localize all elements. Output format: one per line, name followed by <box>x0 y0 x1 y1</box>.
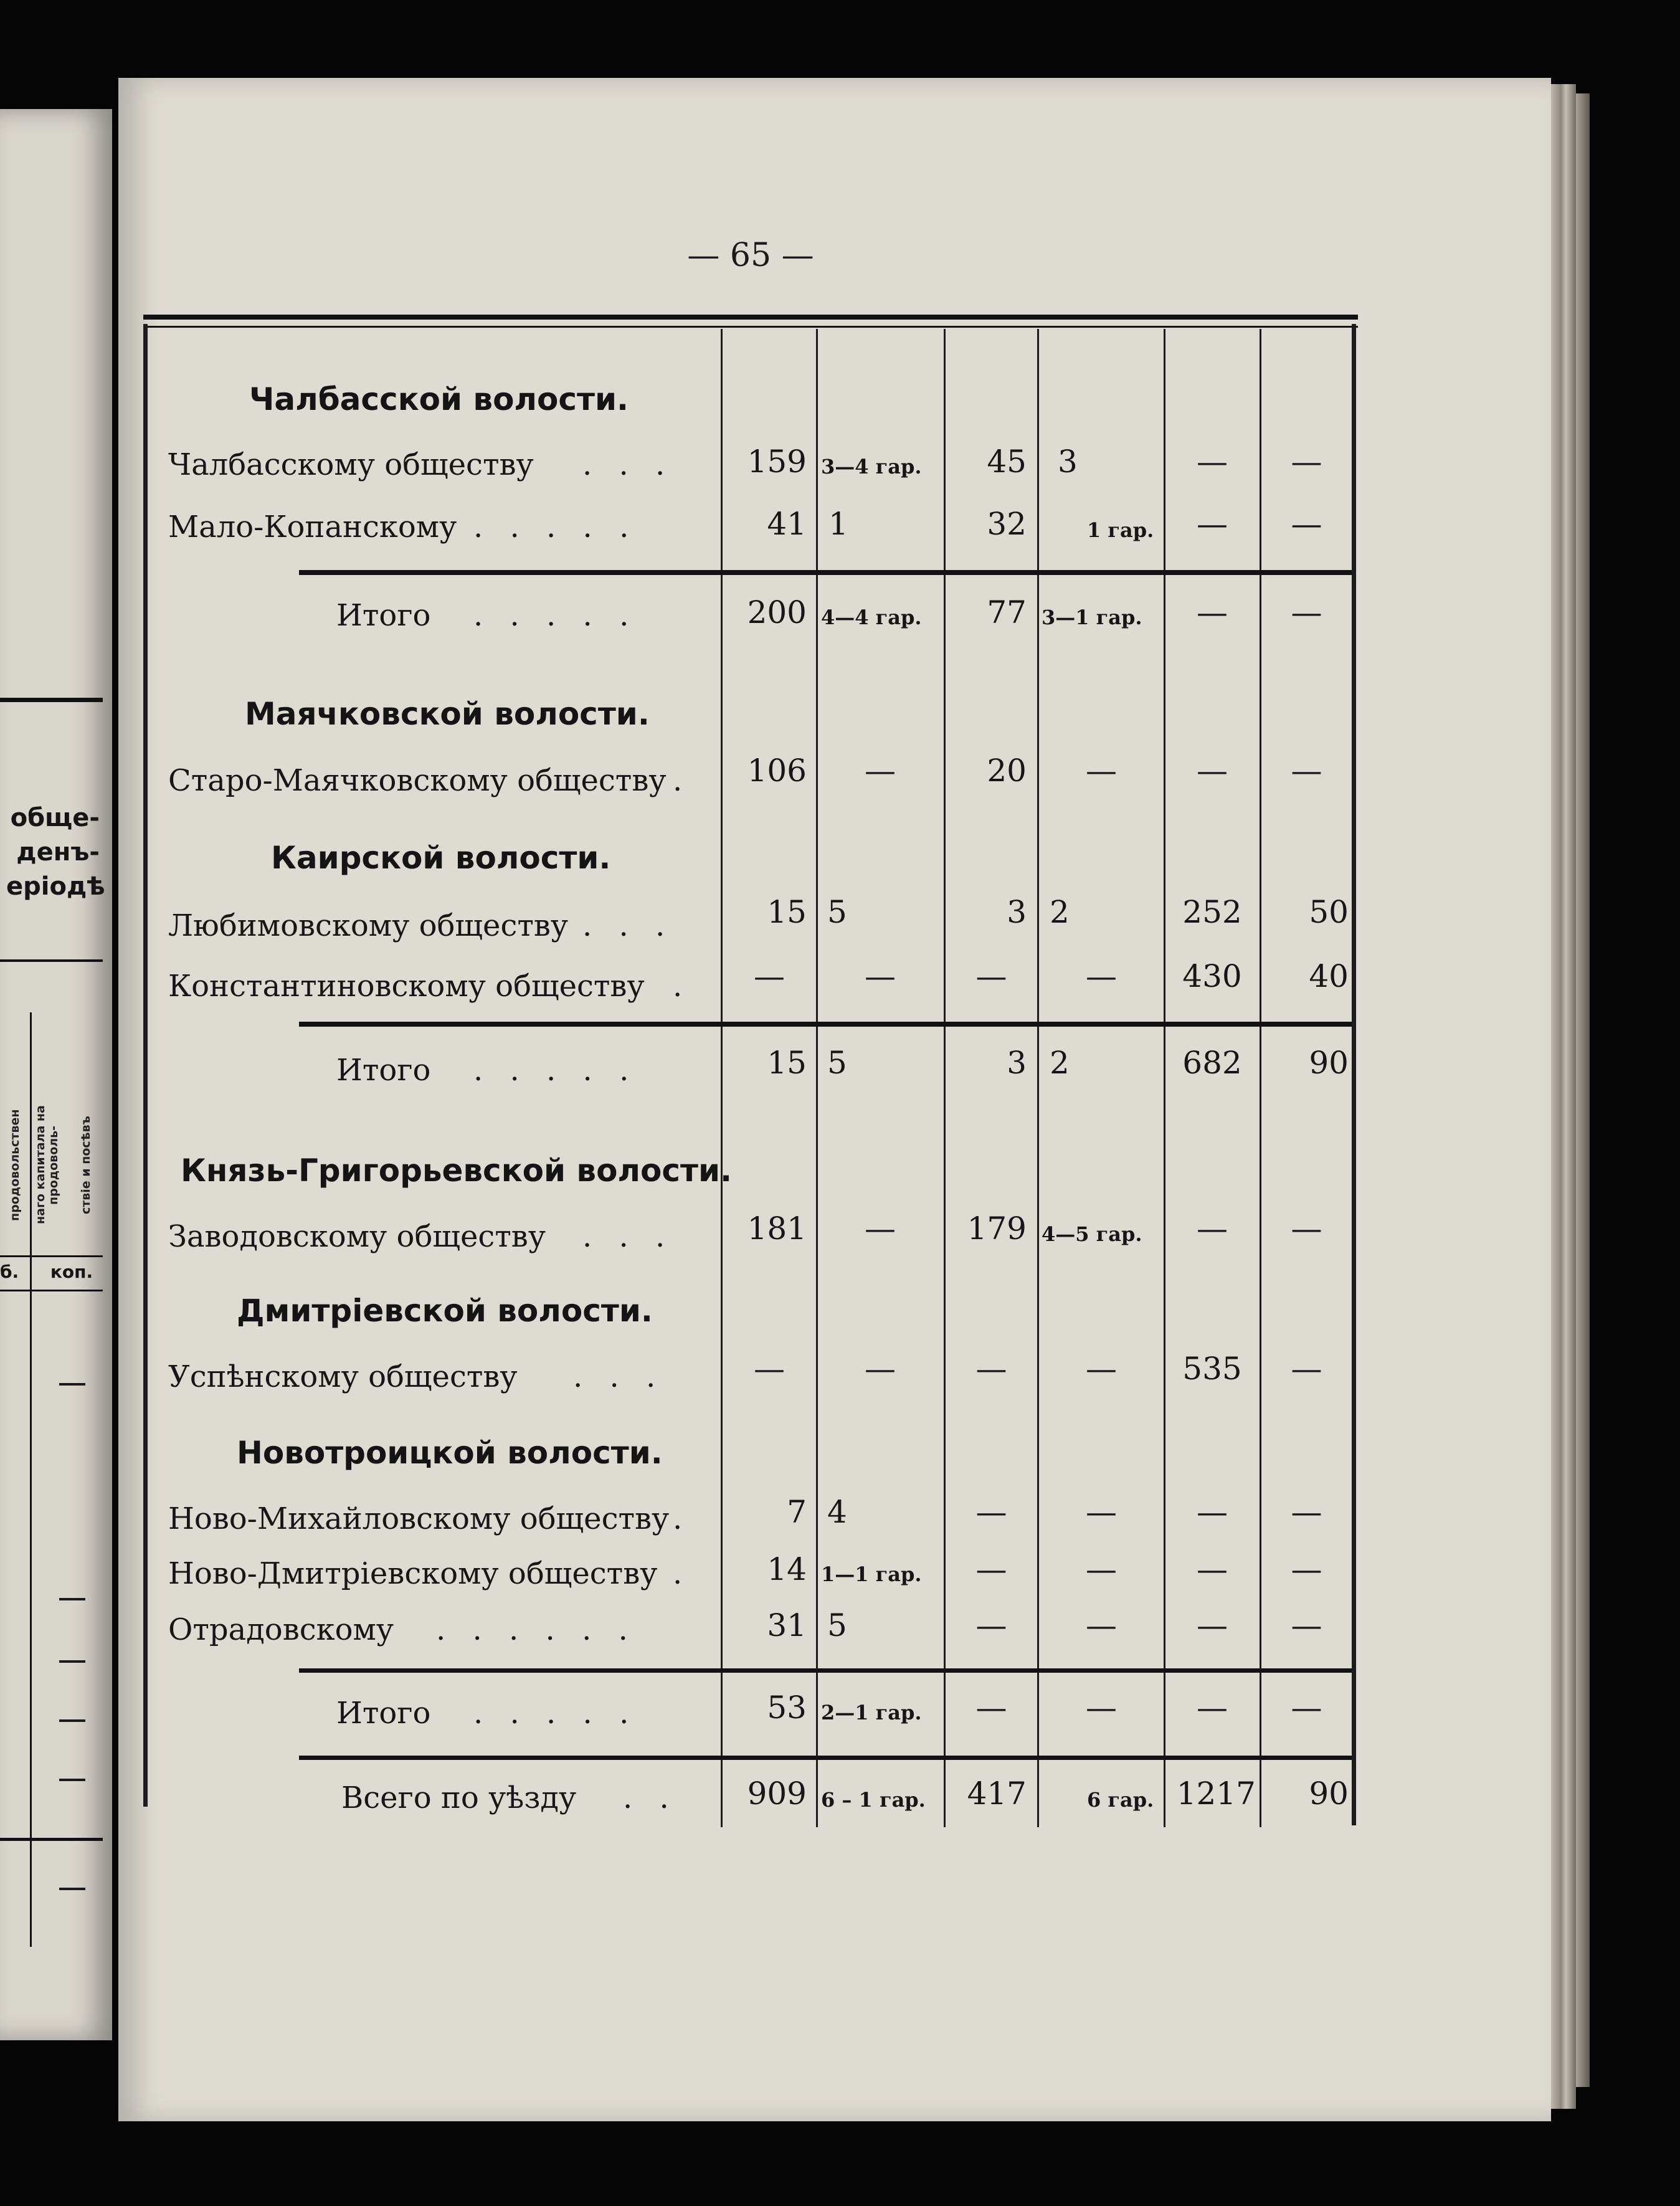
left-dash-5 <box>59 1779 85 1781</box>
left-vline <box>30 1012 32 1947</box>
cell-value: 179 <box>967 1210 1027 1247</box>
cell-value: 20 <box>987 753 1027 789</box>
cell-value: 2 <box>1050 894 1070 930</box>
cell-value: 1 гар. <box>1087 518 1154 542</box>
leader-dots: . . . . . <box>473 510 638 544</box>
grand-total-label: Всего по уѣзду <box>341 1780 577 1815</box>
cell-value: — <box>1086 1551 1117 1587</box>
cell-value: 90 <box>1309 1045 1349 1081</box>
cell-value: 31 <box>767 1607 807 1643</box>
col-sep-2 <box>816 329 818 1827</box>
left-rule-4 <box>0 1290 103 1291</box>
cell-value: 6 – 1 гар. <box>821 1788 926 1812</box>
left-rule-5 <box>0 1838 103 1841</box>
cell-value: 45 <box>987 444 1027 480</box>
left-rule-3 <box>0 1255 103 1257</box>
leader-dots: . . <box>623 1780 678 1815</box>
cell-value: 106 <box>747 753 807 789</box>
cell-value: 535 <box>1182 1351 1242 1387</box>
row-label: Любимовскому обществу <box>168 908 569 943</box>
cell-value: — <box>1291 1210 1322 1247</box>
leader-dots: . . . <box>582 1219 674 1254</box>
left-unit-left: б. <box>0 1262 19 1282</box>
row-label: Успѣнскому обществу <box>168 1359 518 1394</box>
cell-value: 4 <box>827 1494 847 1530</box>
cell-value: — <box>1197 1551 1228 1587</box>
left-page-fragment <box>0 109 112 2040</box>
cell-value: 181 <box>747 1210 807 1247</box>
cell-value: 14 <box>767 1551 807 1587</box>
cell-value: 15 <box>767 1045 807 1081</box>
cell-value: — <box>865 1210 896 1247</box>
leader-dots: . . . <box>582 447 674 482</box>
cell-value: 682 <box>1182 1045 1242 1081</box>
leader-dots: . . . . . . <box>436 1612 637 1647</box>
volost-heading: Чалбасской волости. <box>249 381 629 417</box>
left-dash-6 <box>59 1888 85 1890</box>
page-edge-2 <box>1576 93 1590 2087</box>
cell-value: 3—4 гар. <box>821 455 922 478</box>
page-edge <box>1551 84 1576 2109</box>
cell-value: — <box>865 958 896 994</box>
left-col-header-2: наго капитала на продоволь- <box>34 1105 60 1225</box>
cell-value: 5 <box>827 894 847 930</box>
cell-value: — <box>1086 1494 1117 1530</box>
cell-value: — <box>1291 753 1322 789</box>
cell-value: 1—1 гар. <box>821 1562 922 1586</box>
total-rule-2 <box>299 1022 1352 1027</box>
cell-value: 15 <box>767 894 807 930</box>
leader-dots: . . . <box>582 908 674 943</box>
leader-dots: . <box>673 763 691 798</box>
row-label: Константиновскому обществу <box>168 969 645 1004</box>
total-label: Итого <box>336 1696 431 1731</box>
cell-value: 2 <box>1050 1045 1070 1081</box>
col-sep-4 <box>1037 329 1039 1827</box>
cell-value: — <box>1197 506 1228 542</box>
cell-value: — <box>1291 506 1322 542</box>
left-heading-3: еріодѣ <box>6 872 105 901</box>
cell-value: 3 <box>1007 894 1027 930</box>
left-rule <box>0 698 103 702</box>
cell-value: — <box>1291 1690 1322 1726</box>
cell-value: — <box>1197 1494 1228 1530</box>
cell-value: — <box>1197 753 1228 789</box>
cell-value: — <box>975 1494 1007 1530</box>
left-rule-2 <box>0 959 103 962</box>
table-left-border <box>143 324 148 1807</box>
table-right-border <box>1352 324 1356 1825</box>
cell-value: 4—5 гар. <box>1042 1222 1142 1246</box>
cell-value: 3 <box>1007 1045 1027 1081</box>
cell-value: — <box>1086 1690 1117 1726</box>
cell-value: 417 <box>967 1776 1027 1812</box>
left-heading-1: обще- <box>10 804 100 832</box>
volost-heading: Маячковской волости. <box>245 696 650 732</box>
cell-value: — <box>754 958 785 994</box>
cell-value: 430 <box>1182 958 1242 994</box>
cell-value: 200 <box>747 594 807 630</box>
cell-value: — <box>1291 1351 1322 1387</box>
row-label: Чалбасскому обществу <box>168 447 534 482</box>
cell-value: — <box>975 1551 1007 1587</box>
cell-value: 4—4 гар. <box>821 606 922 629</box>
row-label: Отрадовскому <box>168 1612 394 1647</box>
cell-value: 90 <box>1309 1776 1349 1812</box>
cell-value: 252 <box>1182 894 1242 930</box>
cell-value: — <box>975 958 1007 994</box>
left-unit-right: коп. <box>50 1262 93 1282</box>
cell-value: — <box>865 753 896 789</box>
cell-value: 909 <box>747 1776 807 1812</box>
cell-value: 5 <box>827 1045 847 1081</box>
cell-value: — <box>1086 1351 1117 1387</box>
table-top-rule <box>143 315 1358 320</box>
cell-value: — <box>1291 594 1322 630</box>
row-label: Мало-Копанскому <box>168 510 457 544</box>
page-number: — 65 — <box>687 237 814 274</box>
cell-value: — <box>1086 753 1117 789</box>
leader-dots: . <box>673 1556 691 1591</box>
cell-value: — <box>1197 594 1228 630</box>
cell-value: 3—1 гар. <box>1042 606 1142 629</box>
left-col-header-1: продовольствен <box>8 1109 22 1221</box>
volost-heading: Дмитріевской волости. <box>237 1293 653 1329</box>
cell-value: 50 <box>1309 894 1349 930</box>
row-label: Ново-Михайловскому обществу <box>168 1501 670 1536</box>
table-top-rule-thin <box>143 326 1358 328</box>
cell-value: 159 <box>747 444 807 480</box>
total-label: Итого <box>336 1053 431 1088</box>
left-heading-2: денъ- <box>16 838 100 867</box>
leader-dots: . <box>673 1501 691 1536</box>
volost-heading: Новотроицкой волости. <box>237 1435 663 1471</box>
cell-value: 1 <box>828 506 848 542</box>
cell-value: 1217 <box>1176 1776 1256 1812</box>
cell-value: 41 <box>767 506 807 542</box>
left-dash-1 <box>59 1383 85 1386</box>
row-label: Старо-Маячковскому обществу <box>168 763 667 798</box>
cell-value: 3 <box>1058 444 1078 480</box>
left-dash-2 <box>59 1598 85 1600</box>
cell-value: — <box>1086 1607 1117 1643</box>
row-label: Заводовскому обществу <box>168 1219 546 1254</box>
cell-value: — <box>975 1607 1007 1643</box>
cell-value: — <box>975 1690 1007 1726</box>
total-rule-3 <box>299 1668 1352 1673</box>
cell-value: — <box>1086 958 1117 994</box>
left-dash-3 <box>59 1660 85 1663</box>
cell-value: 53 <box>767 1690 807 1726</box>
volost-heading: Каирской волости. <box>271 840 611 876</box>
left-col-header-3: ствіе и посѣвъ <box>79 1116 93 1214</box>
cell-value: — <box>1197 1690 1228 1726</box>
leader-dots: . <box>673 969 691 1004</box>
total-label: Итого <box>336 598 431 633</box>
leader-dots: . . . <box>573 1359 665 1394</box>
cell-value: 2—1 гар. <box>821 1701 922 1724</box>
cell-value: — <box>1291 1494 1322 1530</box>
cell-value: — <box>1291 1551 1322 1587</box>
leader-dots: . . . . . <box>473 1053 638 1088</box>
cell-value: — <box>1197 444 1228 480</box>
cell-value: 5 <box>827 1607 847 1643</box>
leader-dots: . . . . . <box>473 598 638 633</box>
cell-value: — <box>1291 1607 1322 1643</box>
left-dash-4 <box>59 1719 85 1722</box>
cell-value: — <box>754 1351 785 1387</box>
leader-dots: . . . . . <box>473 1696 638 1731</box>
cell-value: 32 <box>987 506 1027 542</box>
cell-value: 7 <box>787 1494 807 1530</box>
volost-heading: Князь-Григорьевской волости. <box>181 1153 733 1189</box>
cell-value: 77 <box>987 594 1027 630</box>
grand-total-rule <box>299 1756 1352 1760</box>
cell-value: — <box>865 1351 896 1387</box>
cell-value: — <box>1197 1210 1228 1247</box>
cell-value: — <box>975 1351 1007 1387</box>
cell-value: — <box>1291 444 1322 480</box>
row-label: Ново-Дмитріевскому обществу <box>168 1556 658 1591</box>
total-rule-1 <box>299 570 1352 575</box>
cell-value: — <box>1197 1607 1228 1643</box>
cell-value: 40 <box>1309 958 1349 994</box>
cell-value: 6 гар. <box>1087 1788 1154 1812</box>
